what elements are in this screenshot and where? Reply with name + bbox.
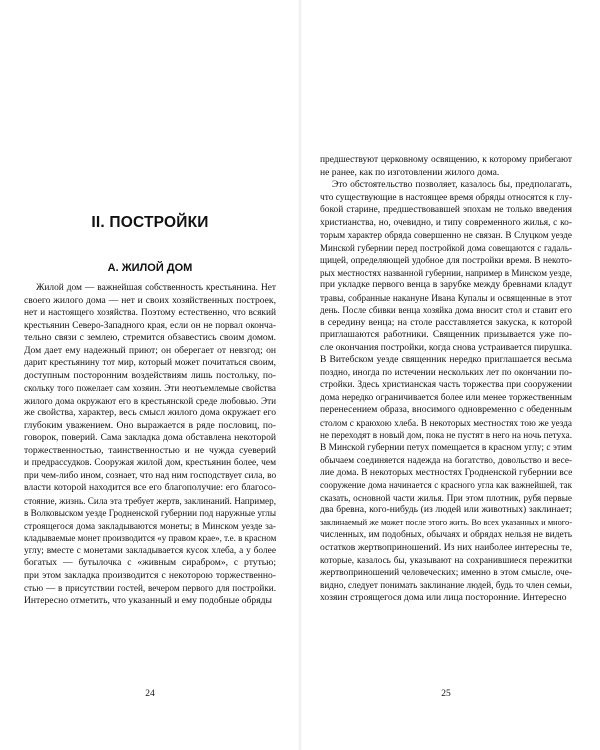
text-line: поздно, иногда по истечении нескольких лет по окончании по-	[320, 367, 572, 378]
left-page-number: 24	[145, 689, 155, 699]
text-line: рых местностях названной губернии, например в Минском уезде,	[320, 267, 572, 278]
left-page-body-text	[24, 282, 276, 607]
text-line: сказать, основной части жилья. При этом плотник, рубя первые	[320, 492, 572, 503]
text-line: Минской губернии перед постройкой дома совещаются с гадаль-	[320, 242, 572, 253]
text-line: углу; вместе с монетами закладывается кусок хлеба, а у более	[24, 545, 276, 556]
text-line: скольку того пожелает сам хозяин. Эти неотъемлемые свойства	[24, 383, 276, 393]
text-line: Это обстоятельство позволяет, казалось бы, предполагать,	[332, 179, 572, 190]
text-line: при чем-либо ином, сознает, что над ним господствует сила, во	[24, 470, 276, 481]
text-line: лие дома. В некоторых местностях Гродненской губернии все	[320, 466, 572, 478]
text-line: торжественностью, таинственностью и не чужда суеверий	[24, 444, 276, 456]
text-line: торым характер обряда совершенно не связан. В Слуцком уезде	[320, 230, 572, 240]
text-line: глубоким уважением. Оно выражается в ряде пословиц, по-	[24, 419, 276, 431]
text-line: и предрассудков. Сооружая жилой дом, крестьянин более, чем	[24, 458, 276, 468]
text-line: не переходят в новый дом, пока не пустят в него на ночь петуха.	[320, 430, 572, 440]
text-line: стояние, жизнь. Сила эта требует жертв, заклинаний. Например,	[24, 495, 276, 506]
text-line: сооружение дома начинается с красного угла как важнейшей, так	[320, 480, 572, 490]
text-line: в середину венца; на столе расставляется закуска, к которой	[320, 316, 572, 328]
text-line: что существующие в настоящее время обряды относятся к глу-	[320, 192, 572, 203]
text-line: Жилой дом — важнейшая собственность крестьянина. Нет	[36, 283, 276, 293]
text-line: день. После сбивки венца хозяйка дома вносит стол и ставит его	[320, 305, 572, 315]
text-line: кладываемые монет производится «у правом крае», т.е. в красном	[24, 533, 276, 543]
right-page-body-text	[320, 154, 572, 604]
text-line: В Витебском уезде священник нередко приглашается весьма	[320, 354, 572, 365]
text-line: перенесением образа, вносимого одновременно с обеденным	[320, 404, 572, 415]
text-line: столом с краюхою хлеба. В некоторых местностях тою же уезда	[320, 417, 572, 428]
text-line: стью — в присутствии гостей, вечером первого для постройки.	[24, 583, 276, 593]
right-page-number: 25	[441, 689, 451, 699]
text-line: В Минской губернии петух помещается в красном углу; с этим	[320, 442, 572, 453]
text-line: говорок, поверий. Сама закладка дома обставлена некоторой	[24, 432, 276, 443]
text-line: строящегося дома закладываются монеты; в Минском уезде за-	[24, 520, 276, 531]
text-line: жертвоприношений человеческих; именно в этом смысле, оче-	[320, 567, 572, 578]
text-line: же свойства, характер, весь смысл жилого дома окружает его	[24, 407, 276, 418]
text-line: крестьянин Северо-Западного края, если он не порвал оконча-	[24, 320, 276, 331]
text-line: доступным посторонним воздействиям лишь постольку, по-	[24, 369, 276, 381]
text-line: жилого дома окружают его в крестьянской среде любовью. Эти	[24, 395, 276, 406]
text-line: Интересно отметить, что указанный и ему подобные обряды	[24, 594, 272, 606]
section-title: А. ЖИЛОЙ ДОМ	[107, 262, 193, 274]
text-line: которые, казалось бы, указывают на сохранившиеся пережитки	[320, 555, 572, 565]
text-line: остатков жертвоприношений. Из них наиболее интересны те,	[320, 541, 572, 553]
text-line: стройки. Здесь христианская часть торжества при сооружении	[320, 380, 572, 390]
text-line: два бревна, кого-нибудь (из людей или животных) заклинает;	[320, 504, 572, 515]
text-line: тельно связи с землею, стремится обзавестись своим домом.	[24, 332, 276, 343]
text-line: заклинаемый же может после этого жить. Во всех указанных и много-	[320, 517, 572, 527]
text-line: щицей, определяющей удобное для постройки время. В некото-	[320, 255, 572, 265]
text-line: дарит крестьянину тот мир, который может почитаться своим,	[24, 358, 276, 368]
text-line: власти которой находится все его благополучие: его благосо-	[24, 482, 276, 493]
text-line: своего жилого дома — нет и своих хозяйственных построек,	[24, 294, 276, 306]
text-line: христианства, но, очевидно, и типу современного жилья, с ко-	[320, 217, 572, 228]
text-line: в Волковыском уезде Гродненской губернии под наружные углы	[24, 508, 276, 518]
text-line: богатых — бутылочка с «живным сирабром», с ртутью;	[24, 557, 276, 568]
text-line: Дом дает ему надежный приют; он оберегает от невзгод; он	[24, 344, 276, 356]
text-line: нет и настоящего хозяйства. Поэтому естественно, что всякий	[24, 308, 276, 318]
text-line: приглашаются работники. Священник призывается уже по-	[320, 329, 572, 340]
text-line: сле окончания постройки, когда снова устраивается пирушка.	[320, 341, 572, 353]
text-line: предшествуют церковному освящению, к которому прибегают	[320, 155, 572, 165]
text-line: хозяин строящегося дома или лица посторонние. Интересно	[320, 591, 567, 603]
text-line: травы, собранные накануне Ивана Купалы и освященные в этот	[320, 292, 572, 303]
text-line: бокой старине, предшествовавшей эпохам не только введения	[320, 205, 572, 215]
text-line: видно, следует понимать заклинание людей, будь то член семьи,	[320, 580, 572, 590]
chapter-title: II. ПОСТРОЙКИ	[91, 214, 209, 231]
text-line: при этом закладка производится с некоторою торжественно-	[24, 569, 276, 581]
right-page	[300, 0, 600, 750]
text-line: обычаем соединяется надежда на богатство, довольство и весе-	[320, 455, 572, 465]
text-line: не ранее, как по изготовлении жилого дома.	[320, 166, 500, 178]
text-line: численных, им подобных, обычаях и обрядах нельзя не видеть	[320, 530, 572, 540]
text-line: при укладке первого венца в зарубке между бревнами кладут	[320, 279, 572, 290]
text-line: дома нередко ограничивается более или менее торжественным	[320, 392, 572, 403]
